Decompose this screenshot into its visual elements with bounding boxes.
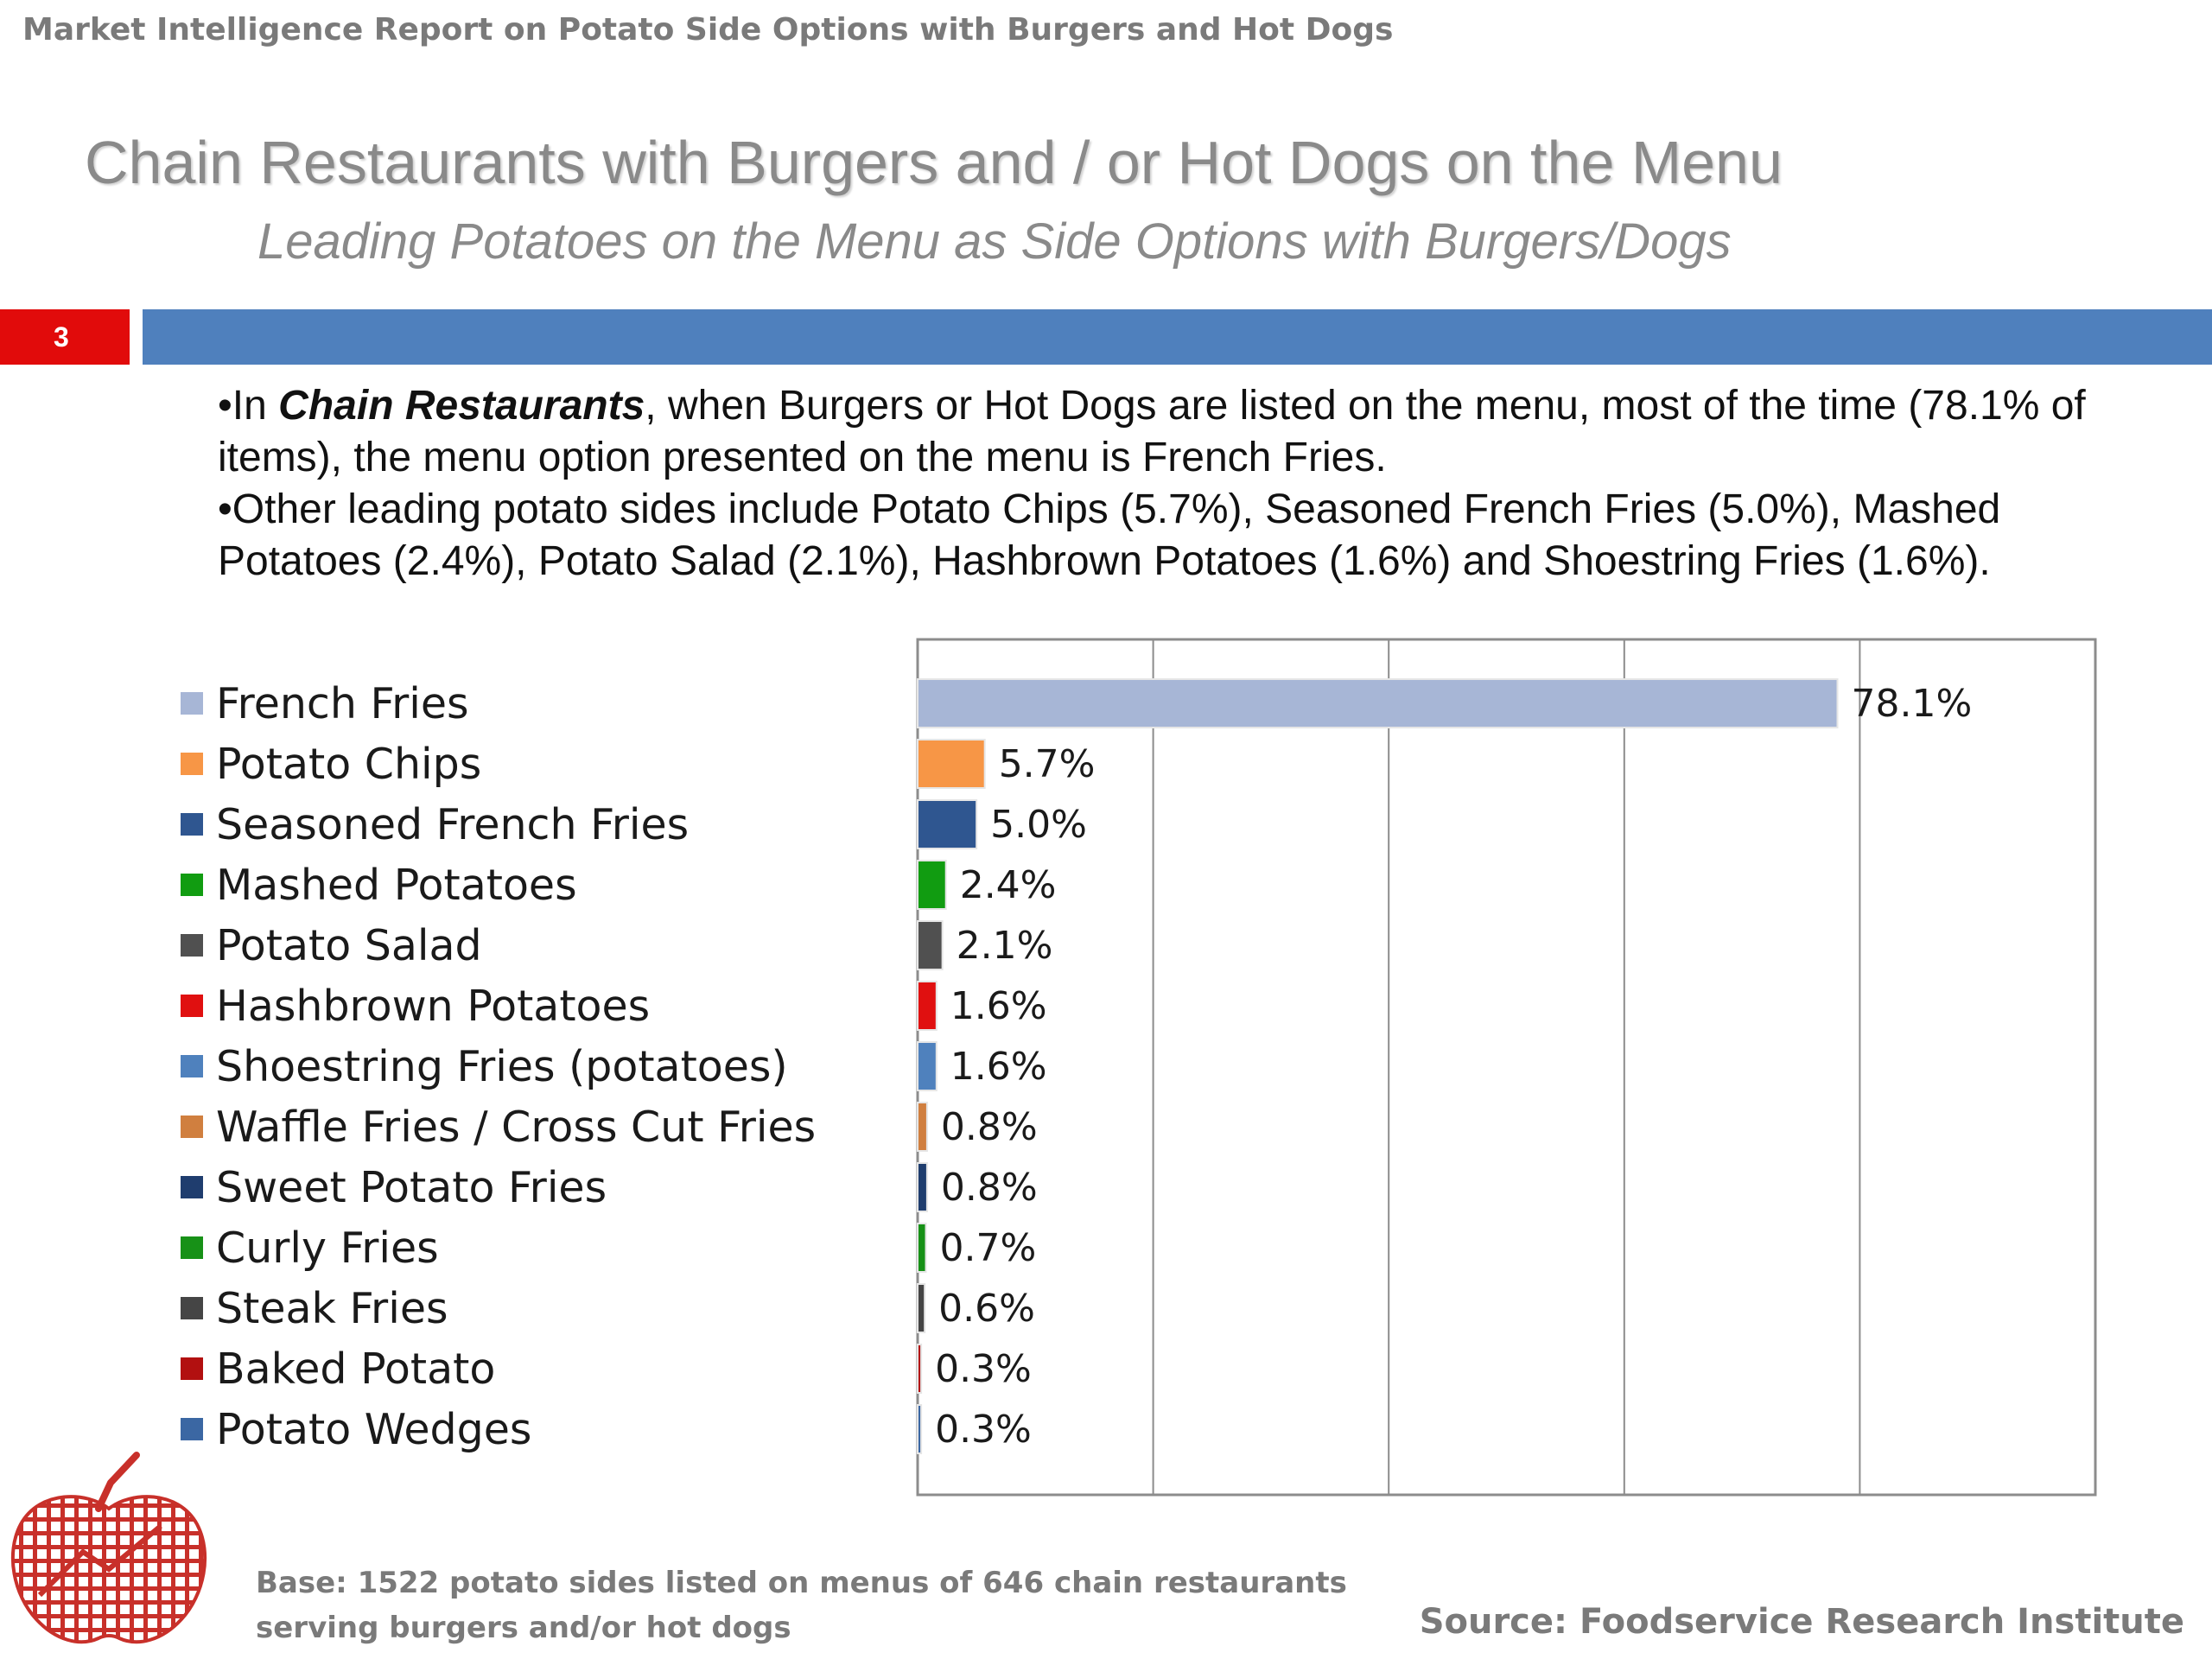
bar	[918, 921, 943, 969]
legend-swatch	[181, 1297, 203, 1319]
apple-logo-icon	[5, 1448, 213, 1656]
legend-label: Sweet Potato Fries	[216, 1163, 607, 1212]
bar	[918, 982, 937, 1030]
data-label: 2.1%	[956, 924, 1053, 968]
data-label: 0.3%	[935, 1408, 1032, 1452]
data-label: 1.6%	[950, 1045, 1047, 1089]
data-label: 2.4%	[959, 863, 1057, 907]
bar	[918, 1284, 925, 1332]
bar	[918, 1103, 927, 1151]
legend-label: Potato Salad	[216, 921, 482, 970]
data-label: 0.7%	[939, 1226, 1037, 1270]
legend-label: Shoestring Fries (potatoes)	[216, 1042, 788, 1091]
legend-swatch	[181, 692, 203, 715]
bar	[918, 740, 985, 788]
slide-subtitle: Leading Potatoes on the Menu as Side Options with Burgers/Dogs	[257, 213, 1732, 270]
legend-swatch	[181, 995, 203, 1017]
data-label: 5.0%	[990, 803, 1087, 847]
legend-swatch	[181, 1176, 203, 1198]
data-label: 0.8%	[940, 1105, 1038, 1149]
bar	[918, 1042, 937, 1090]
legend-swatch	[181, 1055, 203, 1077]
legend-label: Waffle Fries / Cross Cut Fries	[216, 1103, 817, 1152]
legend-label: French Fries	[216, 679, 469, 728]
bullet-1-emphasis: Chain Restaurants	[278, 383, 645, 429]
bar	[918, 1163, 927, 1211]
base-note-line-1: Base: 1522 potato sides listed on menus of 646 chain restaurants	[256, 1566, 1347, 1600]
legend-label: Curly Fries	[216, 1224, 439, 1273]
data-label: 0.8%	[940, 1166, 1038, 1210]
legend-label: Potato Wedges	[216, 1405, 532, 1454]
legend-swatch	[181, 753, 203, 775]
bullet-1-prefix: •In	[218, 383, 279, 429]
bar	[918, 1224, 926, 1272]
bullet-1-text: , when Burgers or Hot Dogs are listed on the menu, most of the time (78.1% of items), the menu option presented on the menu is French Fries.	[218, 383, 2086, 480]
legend-swatch	[181, 934, 203, 957]
legend-label: Baked Potato	[216, 1344, 496, 1394]
slide-title: Chain Restaurants with Burgers and / or Hot Dogs on the Menu	[85, 129, 1783, 196]
legend-swatch	[181, 1418, 203, 1440]
legend-label: Potato Chips	[216, 740, 482, 789]
legend-label: Mashed Potatoes	[216, 861, 577, 910]
legend-swatch	[181, 813, 203, 836]
legend-label: Steak Fries	[216, 1284, 448, 1333]
legend-swatch	[181, 1236, 203, 1259]
slide-number: 3	[0, 309, 130, 365]
bar	[918, 800, 976, 849]
legend-swatch	[181, 1357, 203, 1380]
legend-swatch	[181, 1116, 203, 1138]
base-note-line-2: serving burgers and/or hot dogs	[256, 1611, 791, 1645]
data-label: 5.7%	[998, 742, 1096, 786]
data-label: 1.6%	[950, 984, 1047, 1028]
data-label: 0.3%	[935, 1347, 1032, 1391]
legend-swatch	[181, 874, 203, 896]
bar	[918, 861, 946, 909]
data-label: 0.6%	[938, 1287, 1035, 1331]
legend-label: Seasoned French Fries	[216, 800, 690, 849]
bar	[918, 1344, 921, 1393]
report-header: Market Intelligence Report on Potato Side Options with Burgers and Hot Dogs	[22, 12, 1394, 48]
bar	[918, 1405, 921, 1453]
base-note	[256, 1560, 1379, 1650]
legend-label: Hashbrown Potatoes	[216, 982, 651, 1031]
data-label: 78.1%	[1851, 682, 1973, 726]
bar	[918, 679, 1838, 728]
source-note: Source: Foodservice Research Institute	[1419, 1602, 2184, 1642]
bullet-2: •Other leading potato sides include Potato Chips (5.7%), Seasoned French Fries (5.0%), Mashed Potatoes (2.4%), Potato Salad (2.1%), Hashbrown Potatoes (1.6%) and Shoestring Fries (1.6%).	[218, 486, 2001, 584]
